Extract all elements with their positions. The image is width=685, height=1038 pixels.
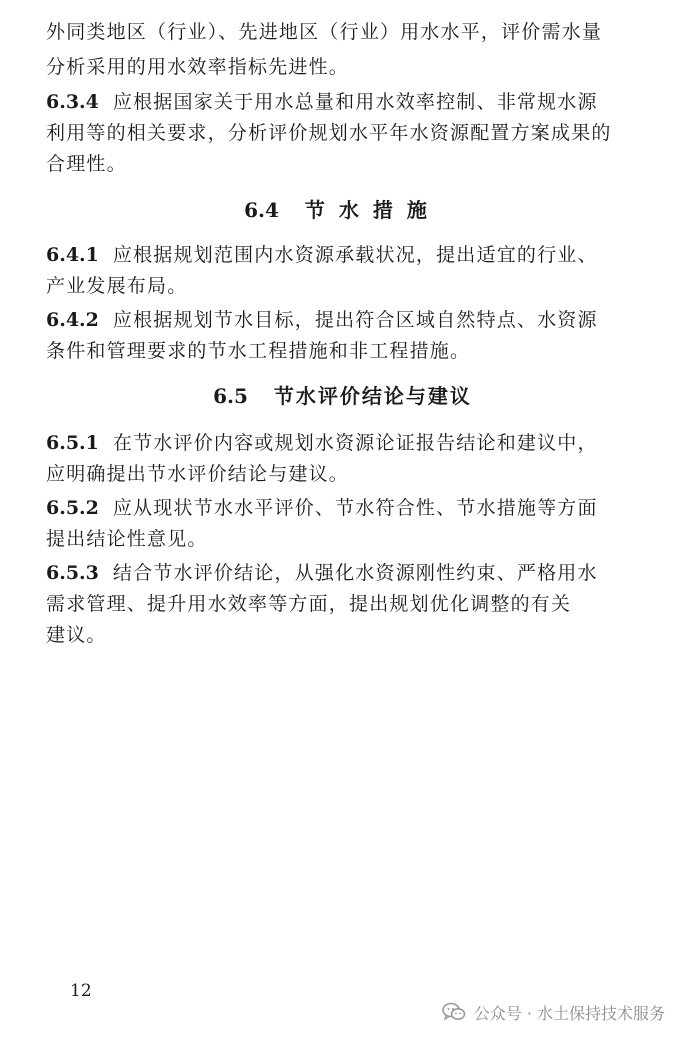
- clause-6-3-4: [46, 90, 638, 114]
- clause-number: 6.4.1: [46, 244, 99, 266]
- page-number: 12: [70, 981, 92, 1001]
- clause-text: 应从现状节水水平评价、节水符合性、节水措施等方面: [112, 497, 598, 519]
- text: 分析采用的用水效率指标先进性。: [46, 56, 350, 78]
- paragraph-line: [46, 339, 638, 363]
- text: 外同类地区（行业）、先进地区（行业）用水水平，评价需水量: [46, 21, 603, 43]
- clause-number: 6.5.1: [46, 432, 99, 454]
- paragraph-line: [46, 20, 638, 44]
- wechat-icon: [442, 1002, 466, 1022]
- paragraph-line: [46, 623, 638, 647]
- paragraph-line: [46, 55, 638, 79]
- section-title: 节水评价结论与建议: [273, 384, 472, 408]
- paragraph-line: [46, 274, 638, 298]
- section-title: 节水措施: [304, 198, 441, 222]
- clause-number: 6.3.4: [46, 91, 99, 113]
- text: 需求管理、提升用水效率等方面，提出规划优化调整的有关: [46, 593, 572, 615]
- clause-text: 结合节水评价结论，从强化水资源刚性约束、严格用水: [112, 562, 598, 584]
- clause-text: 应根据规划范围内水资源承载状况，提出适宜的行业、: [112, 244, 598, 266]
- paragraph-line: [46, 592, 638, 616]
- clause-6-5-2: [46, 496, 638, 520]
- watermark: [442, 999, 665, 1025]
- text: 应明确提出节水评价结论与建议。: [46, 463, 350, 485]
- paragraph-line: [46, 527, 638, 551]
- paragraph-line: [46, 121, 638, 145]
- paragraph-line: [46, 152, 638, 176]
- watermark-text: 公众号 · 水土保持技术服务: [473, 1003, 665, 1023]
- text: 建议。: [46, 624, 107, 646]
- paragraph-line: [46, 462, 638, 486]
- section-heading-6-5: [0, 383, 685, 409]
- clause-text: 在节水评价内容或规划水资源论证报告结论和建议中，: [112, 432, 598, 454]
- clause-number: 6.5.2: [46, 497, 99, 519]
- section-number: 6.5: [213, 384, 248, 408]
- clause-6-5-3: [46, 561, 638, 585]
- clause-text: 应根据国家关于用水总量和用水效率控制、非常规水源: [112, 91, 598, 113]
- text: 提出结论性意见。: [46, 528, 208, 550]
- clause-number: 6.5.3: [46, 562, 99, 584]
- clause-6-4-2: [46, 308, 638, 332]
- clause-number: 6.4.2: [46, 309, 99, 331]
- section-heading-6-4: [0, 197, 685, 223]
- text: 利用等的相关要求，分析评价规划水平年水资源配置方案成果的: [46, 122, 612, 144]
- clause-text: 应根据规划节水目标，提出符合区域自然特点、水资源: [112, 309, 598, 331]
- text: 合理性。: [46, 153, 127, 175]
- text: 产业发展布局。: [46, 275, 188, 297]
- text: 条件和管理要求的节水工程措施和非工程措施。: [46, 340, 471, 362]
- clause-6-4-1: [46, 243, 638, 267]
- section-number: 6.4: [244, 198, 279, 222]
- clause-6-5-1: [46, 431, 638, 455]
